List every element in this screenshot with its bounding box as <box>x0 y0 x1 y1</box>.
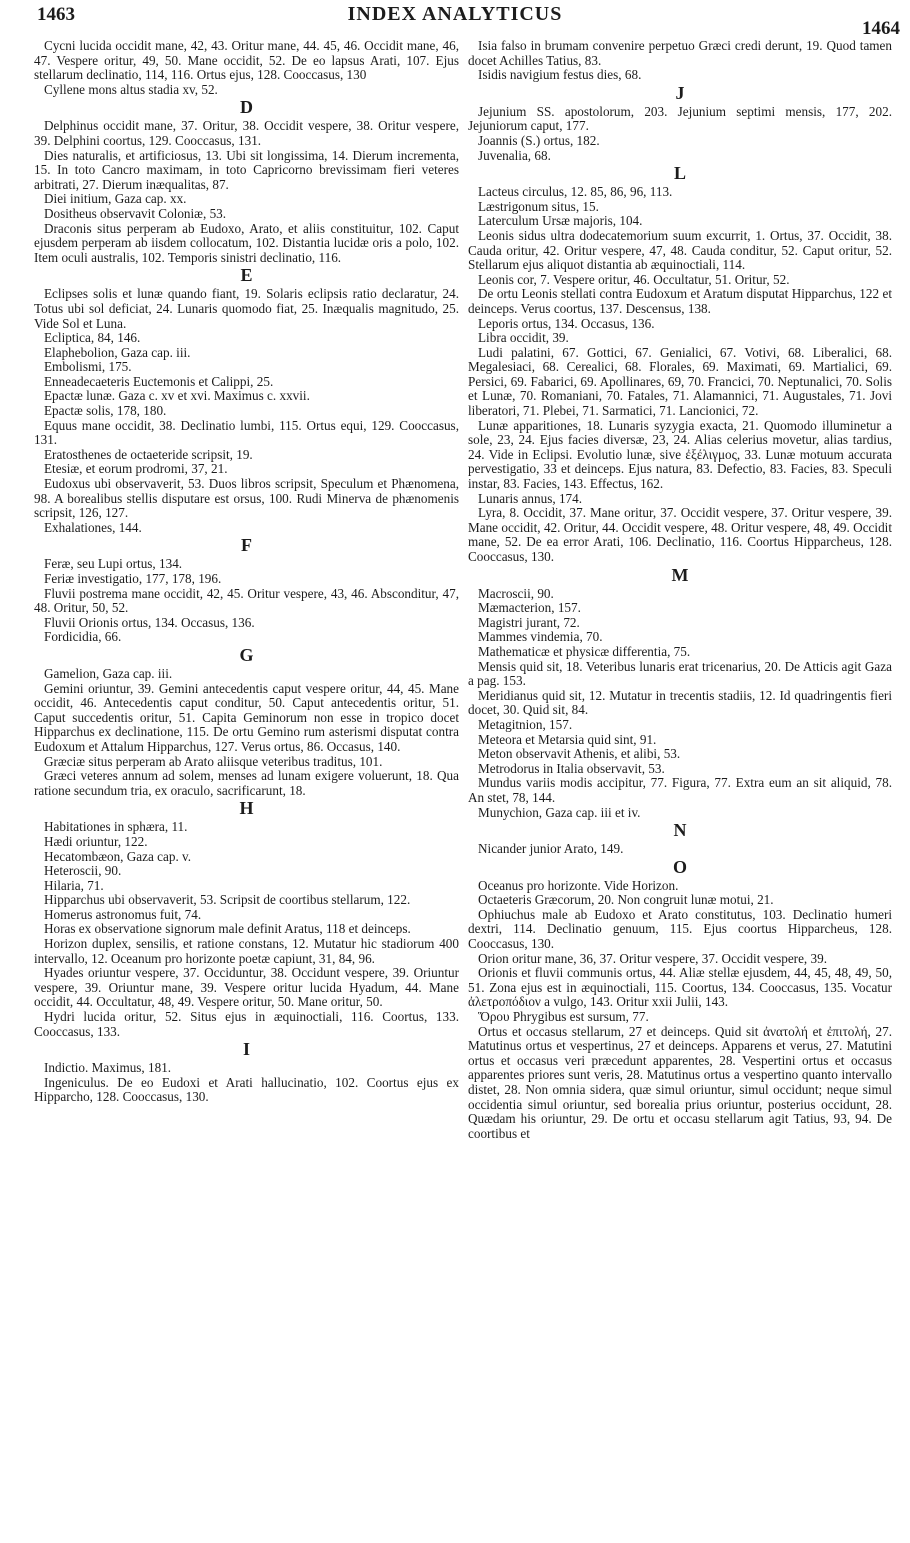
index-entry: Jejunium SS. apostolorum, 203. Jejunium septimi mensis, 177, 202. Jejuniorum caput, 177. <box>468 103 892 134</box>
index-entry: Isia falso in brumam convenire perpetuo Græci credi derunt, 19. Quod tamen docet Achilles Tatius, 83. <box>468 38 892 68</box>
left-column <box>34 39 459 1105</box>
index-entry: Fluvii postrema mane occidit, 42, 45. Oritur vespere, 43, 46. Absconditur, 47, 48. Oritur, 50, 52. <box>34 585 459 616</box>
index-entry: Meridianus quid sit, 12. Mutatur in trecentis stadiis, 12. Id quadringentis fieri docet, 30. Quid sit, 84. <box>468 687 892 718</box>
index-entry: Leporis ortus, 134. Occasus, 136. <box>478 315 655 331</box>
index-entry: Mæmacterion, 157. <box>478 600 581 616</box>
index-entry: Mundus variis modis accipitur, 77. Figura, 77. Extra eum an sit aliquid, 78. An stet, 78, 144. <box>468 775 892 805</box>
index-entry: Hyades oriuntur vespere, 37. Occiduntur, 38. Occidunt vespere, 39. Oriuntur vespere, 39. Oriuntur mane, 39. Vespere oritur lucida Hyadum, 44. Mane occidit, 44. Occultatur, 48, 49. Vespere oritur, 50. Mane oritur, 50. <box>34 965 459 1010</box>
index-entry: Embolismi, 175. <box>44 359 132 375</box>
index-entry: Fordicidia, 66. <box>44 629 122 645</box>
index-entry: Lacteus circulus, 12. 85, 86, 96, 113. <box>478 184 673 200</box>
section-letter: N <box>673 820 687 841</box>
index-entry: Octaeteris Græcorum, 20. Non congruit lunæ motui, 21. <box>478 892 774 908</box>
index-entry: Ecliptica, 84, 146. <box>44 330 141 346</box>
index-entry: Juvenalia, 68. <box>478 147 551 163</box>
index-entry: Fluvii Orionis ortus, 134. Occasus, 136. <box>44 614 255 630</box>
index-entry: Libra occidit, 39. <box>478 330 569 346</box>
index-entry: Draconis situs perperam ab Eudoxo, Arato, et aliis constituitur, 102. Caput ejusdem perperam ab iisdem collocatum, 102. Distantia lucidæ oris a polo, 102. Item oculi australis, 102. Temporis sinistri declinatio, 116. <box>34 220 459 265</box>
index-entry: Eudoxus ubi observaverit, 53. Duos libros scripsit, Speculum et Phænomena, 98. A borealibus stellis disputare est orsus, 100. Rudi Minerva de phænomenis scripsit, 126, 127. <box>34 476 459 521</box>
index-entry: Ingeniculus. De eo Eudoxi et Arati hallucinatio, 102. Coortus ejus ex Hipparcho, 128. Cooccasus, 130. <box>34 1074 459 1105</box>
index-entry: Horas ex observatione signorum male definit Aratus, 118 et deinceps. <box>44 921 411 937</box>
index-entry: Epactæ solis, 178, 180. <box>44 403 167 419</box>
right-column <box>468 39 892 1141</box>
index-entry: Græci veteres annum ad solem, menses ad lunam exigere voluerunt, 18. Qua ratione secundum tria, ex oraculo, sacrificarunt, 18. <box>34 768 459 798</box>
index-entry: Mammes vindemia, 70. <box>478 629 603 645</box>
index-entry: Leonis sidus ultra dodecatemorium suum excurrit, 1. Ortus, 37. Occidit, 38. Cauda oritur, 42. Oritur vespere, 47, 48. Cauda conditur, 52. Caput oritur, 52. Stellarum ejus aliquot distantia ab æquinoctiali, 114. <box>468 227 892 273</box>
index-entry: Indictio. Maximus, 181. <box>44 1060 172 1076</box>
index-entry: Hipparchus ubi observaverit, 53. Scripsit de coortibus stellarum, 122. <box>44 892 411 908</box>
index-entry: Hædi oriuntur, 122. <box>44 833 148 849</box>
index-entry: Metrodorus in Italia observavit, 53. <box>478 760 665 776</box>
section-letter: F <box>241 535 252 556</box>
index-entry: Mensis quid sit, 18. Veteribus lunaris erat tricenarius, 20. De Atticis agit Gaza a pag. 153. <box>468 658 892 689</box>
index-entry: Ophiuchus male ab Eudoxo et Arato constitutus, 103. Declinatio humeri dextri, 114. Declinatio genuum, 115. Ejus coortus Hipparcheus, 128. Cooccasus, 130. <box>468 906 892 952</box>
index-entry: Eratosthenes de octaeteride scripsit, 19. <box>44 446 253 462</box>
index-entry: Hilaria, 71. <box>44 877 104 893</box>
index-entry: Diei initium, Gaza cap. xx. <box>44 191 187 207</box>
page-number-right: 1464 <box>862 18 900 39</box>
section-letter: L <box>673 163 686 184</box>
index-entry: Nicander junior Arato, 149. <box>478 841 624 857</box>
index-entry: Leonis cor, 7. Vespere oritur, 46. Occultatur, 51. Oritur, 52. <box>478 271 790 287</box>
index-entry: Gamelion, Gaza cap. iii. <box>44 665 173 681</box>
index-entry: Exhalationes, 144. <box>44 519 142 535</box>
index-entry: Delphinus occidit mane, 37. Oritur, 38. Occidit vespere, 38. Oritur vespere, 39. Delphini coortus, 129. Cooccasus, 131. <box>34 118 459 148</box>
section-letter: O <box>672 856 687 877</box>
section-letter: I <box>242 1039 250 1060</box>
index-entry: Munychion, Gaza cap. iii et iv. <box>478 804 641 820</box>
index-entry: Habitationes in sphæra, 11. <box>44 819 188 835</box>
index-entry: De ortu Leonis stellati contra Eudoxum et Aratum disputat Hipparchus, 122 et deinceps. Verus coortus, 137. Descensus, 138. <box>468 286 892 316</box>
section-letter: G <box>239 644 254 665</box>
section-letter: H <box>239 798 254 819</box>
index-entry: Ludi palatini, 67. Gottici, 67. Genialici, 67. Votivi, 68. Liberalici, 68. Megalesiaci, 68. Cerealici, 68. Florales, 69. Maximati, 69. Martialici, 69. Persici, 69. Fabarici, 69. Apollinares, 69, 70. Francici, 70. Neptunalici, 70. Solis et Lunæ, 70. Romaniani, 70. Fatales, 71. Alamannici, 71. Augustales, 71. Jovi liberatori, 71. Plebei, 71. Sarmatici, 71. Lancionici, 72. <box>468 344 892 419</box>
index-entry: Hydri lucida oritur, 52. Situs ejus in æquinoctiali, 116. Coortus, 133. Cooccasus, 133. <box>34 1009 459 1039</box>
index-entry: Heteroscii, 90. <box>44 863 122 879</box>
index-entry: Ortus et occasus stellarum, 27 et deinceps. Quid sit ἀνατολή et ἐπιτολή, 27. Matutinus ortus et vespertinus, 27 et deinceps. Apparens et verus, 27. Matutini ortus et occasus veri præcedunt apparentes, 28. Vespertini ortus et occasus apparentes priores sunt veris, 28. Matutinus ortus a vespertino quanto intervallo distet, 28. Non omnia sidera, quæ simul oriuntur, simul occidunt; neque simul occidentia simul oriuntur, sed borealia prius oriuntur, posterius occidunt, 28. Quædam his oriuntur, 29. De ortu et occasu stellarum agit Tatius, 93, 94. De coortibus et <box>468 1023 892 1141</box>
index-entry: Læstrigonum situs, 15. <box>478 198 599 214</box>
index-entry: Metagitnion, 157. <box>478 716 573 732</box>
section-letter: J <box>675 82 685 103</box>
index-entry: Orion oritur mane, 36, 37. Oritur vespere, 37. Occidit vespere, 39. <box>478 950 828 966</box>
index-entry: Isidis navigium festus dies, 68. <box>478 67 642 83</box>
index-entry: Laterculum Ursæ majoris, 104. <box>478 213 643 229</box>
section-letter: D <box>240 97 253 118</box>
section-letter: E <box>240 265 253 286</box>
index-entry: Feriæ investigatio, 177, 178, 196. <box>44 571 222 586</box>
index-entry: Epactæ lunæ. Gaza c. xv et xvi. Maximus c. xxvii. <box>44 388 310 404</box>
index-entry: Elaphebolion, Gaza cap. iii. <box>44 344 191 360</box>
index-entry: Eclipses solis et lunæ quando fiant, 19. Solaris eclipsis ratio declaratur, 24. Totus ubi sol deficiat, 24. Lunaris quomodo fiat, 25. Inæqualis magnitudo, 25. Vide Sol et Luna. <box>34 286 459 331</box>
index-entry: Feræ, seu Lupi ortus, 134. <box>44 556 183 572</box>
index-entry: Magistri jurant, 72. <box>478 614 580 630</box>
index-entry: Etesiæ, et eorum prodromi, 37, 21. <box>44 461 228 477</box>
index-entry: Homerus astronomus fuit, 74. <box>44 906 202 922</box>
index-entry: Equus mane occidit, 38. Declinatio lumbi, 115. Ortus equi, 129. Cooccasus, 131. <box>34 417 459 448</box>
index-entry: Hecatombæon, Gaza cap. v. <box>44 848 192 864</box>
index-entry: Lyra, 8. Occidit, 37. Mane oritur, 37. Occidit vespere, 37. Oritur vespere, 39. Mane occidit, 42. Oritur, 44. Occidit vespere, 48. Oritur vespere, 48, 49. Occidit mane, 52. De ea error Arati, 106. Declinatio, 116. Coortus Hipparcheus, 128. Cooccasus, 130. <box>468 505 892 564</box>
index-entry: Græciæ situs perperam ab Arato aliisque veteribus traditus, 101. <box>44 753 383 769</box>
index-entry: Meteora et Metarsia quid sint, 91. <box>478 731 657 747</box>
index-entry: Dositheus observavit Coloniæ, 53. <box>44 205 227 221</box>
index-entry: Dies naturalis, et artificiosus, 13. Ubi sit longissima, 14. Dierum incrementa, 15. In toto Cancro maximam, in toto Capricorno brevissimam fieri veteres arbitrati, 27. Dierum inæqualitas, 87. <box>34 147 459 192</box>
index-entry: Horizon duplex, sensilis, et ratione constans, 12. Mutatur hic stadiorum 400 intervallo, 12. Oceanum pro horizonte poetæ capiunt, 31, 84, 96. <box>34 936 459 966</box>
index-entry: Enneadecaeteris Euctemonis et Calippi, 25. <box>44 373 274 389</box>
index-entry: Mathematicæ et physicæ differentia, 75. <box>478 643 691 659</box>
index-entry: Cycni lucida occidit mane, 42, 43. Oritur mane, 44. 45, 46. Occidit mane, 46, 47. Vespere oritur, 49, 50. Mane occidit, 52. De eo lapsus Arati, 107. Ejus stellarum declinatio, 114, 116. Ortus ejus, 128. Cooccasus, 130 <box>34 38 459 83</box>
index-entry: Gemini oriuntur, 39. Gemini antecedentis caput vespere oritur, 44, 45. Mane occidit, 46. Antecedentis caput conditur, 50. Caput antecedentis oritur, 51. Caput succedentis oritur, 51. Capita Geminorum non esse in tropico docet Hipparchus ex declinatione, 115. De ortu Gemino rum asterismi disputat contra Eudoxum et Attalum Hipparchus, 127. Verus ortus, 86. Occasus, 140. <box>34 680 459 754</box>
index-entry: Oceanus pro horizonte. Vide Horizon. <box>478 877 679 893</box>
index-entry: Lunaris annus, 174. <box>478 490 583 506</box>
page-number-left: 1463 <box>37 4 75 25</box>
index-entry: Joannis (S.) ortus, 182. <box>478 132 600 148</box>
index-entry: Meton observavit Athenis, et alibi, 53. <box>478 746 681 762</box>
index-entry: Macroscii, 90. <box>478 585 554 601</box>
index-entry: Lunæ apparitiones, 18. Lunaris syzygia exacta, 21. Quomodo illuminetur a sole, 23, 24. Ejus facies diversæ, 23, 24. Alias celerius movetur, alias tardius, 24. Vide in Eclipsi. Evolutio lunæ, sive ἐξέλιγμος, 33. Lunæ motuum accurata pervestigatio, 33 et deinceps. Ejus natura, 83. Defectio, 83. Facies, 83. Speculi instar, 83. Facies, 143. Effectus, 162. <box>468 417 892 492</box>
index-entry: Orionis et fluvii communis ortus, 44. Aliæ stellæ ejusdem, 44, 45, 48, 49, 50, 51. Zona ejus est in æquinoctiali, 115. Coortus, 134. Cooccasus, 135. Vocatur ἀλετροπόδιον a vulgo, 143. Oritur xxii Julii, 143. <box>468 965 892 1010</box>
index-entry: Ὅρου Phrygibus est sursum, 77. <box>478 1009 649 1025</box>
running-title: INDEX ANALYTICUS <box>347 3 563 25</box>
index-entry: Cyllene mons altus stadia xv, 52. <box>44 81 218 97</box>
section-letter: M <box>671 564 689 585</box>
